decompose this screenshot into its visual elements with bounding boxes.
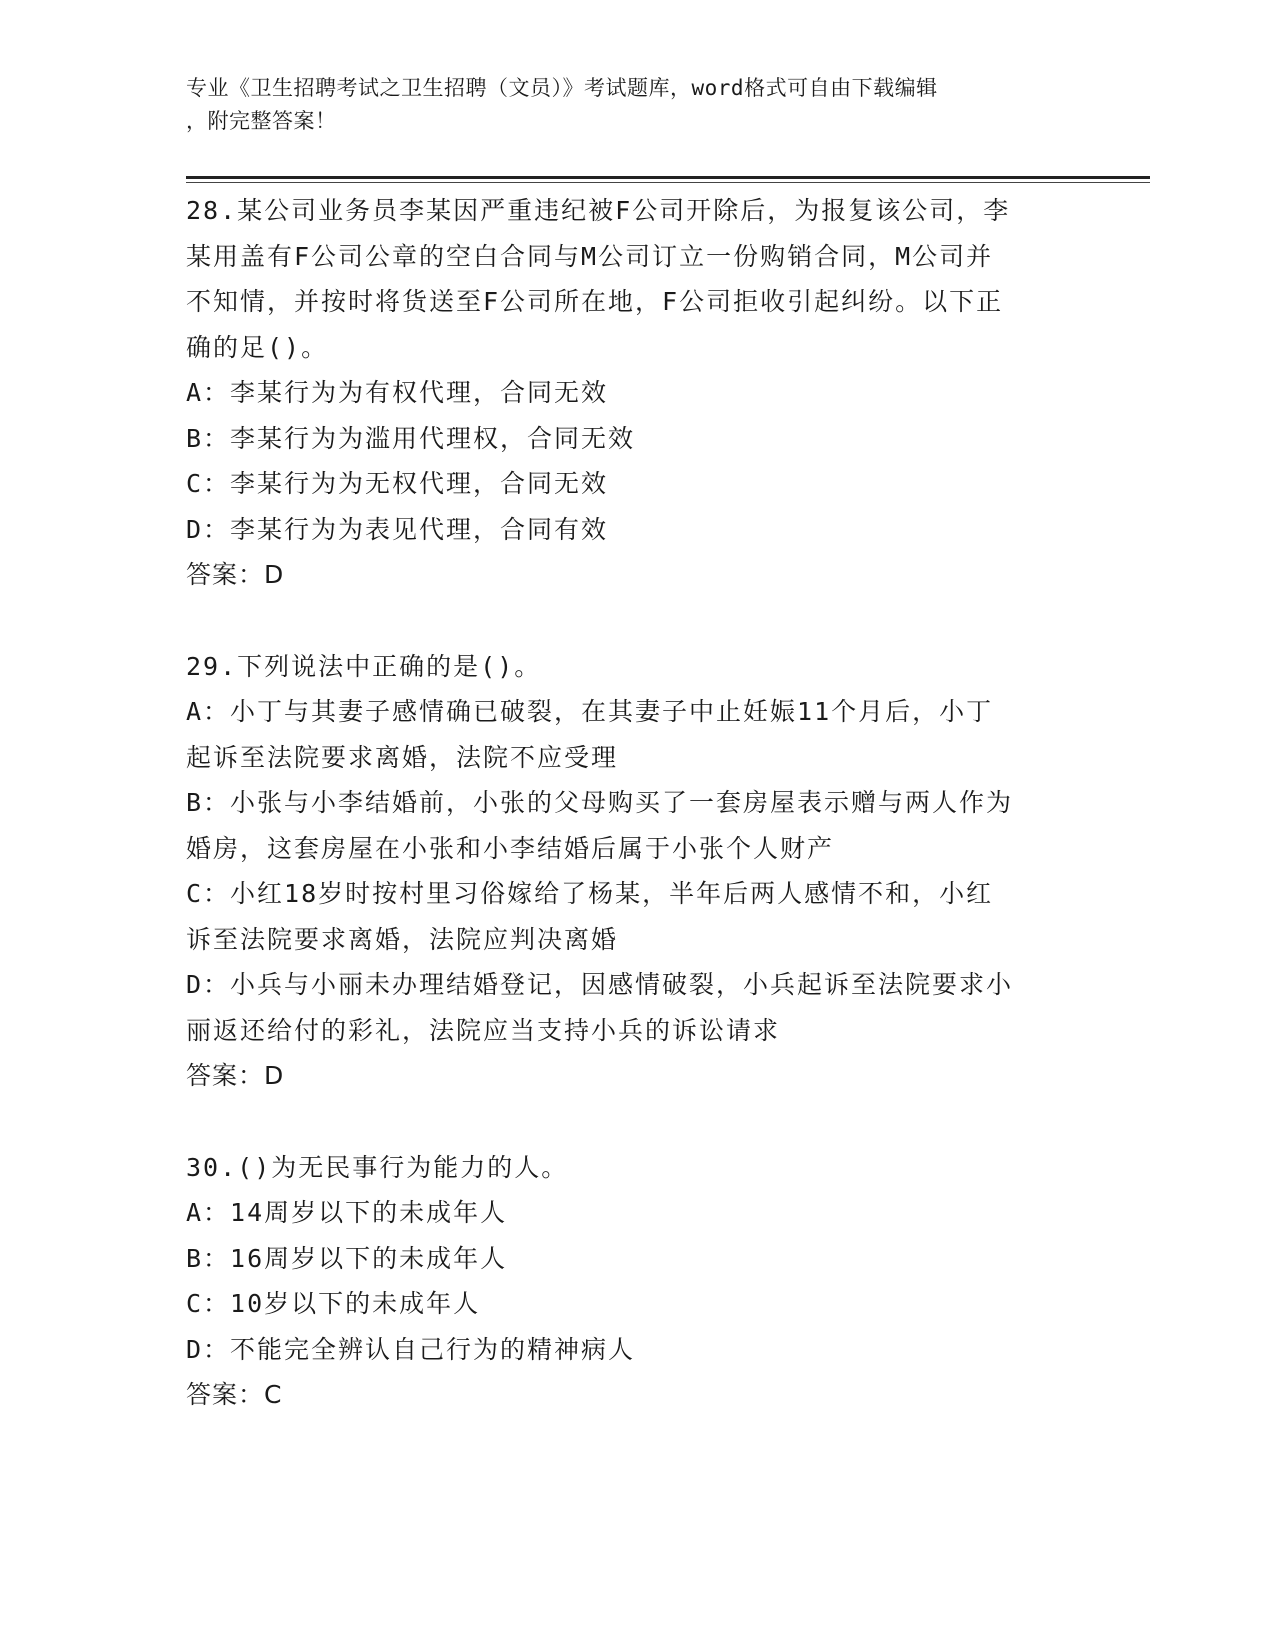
document-header — [186, 72, 1066, 138]
option-c-continued: 诉至法院要求离婚，法院应判决离婚 — [186, 924, 619, 954]
answer-value: D — [264, 1061, 284, 1090]
answer-line — [186, 552, 1086, 598]
option-c: C：10岁以下的未成年人 — [186, 1289, 481, 1318]
question-stem-line: 28.某公司业务员李某因严重违纪被F公司开除后，为报复该公司，李 — [186, 196, 1011, 225]
option-a: A：李某行为为有权代理，合同无效 — [186, 378, 609, 407]
answer-label: 答案： — [186, 560, 265, 589]
option-b: B：16周岁以下的未成年人 — [186, 1243, 508, 1273]
answer-value: D — [264, 560, 284, 589]
option-b: B：李某行为为滥用代理权，合同无效 — [186, 423, 636, 453]
option-c: C：小红18岁时按村里习俗嫁给了杨某，半年后两人感情不和，小红 — [186, 879, 994, 908]
option-a-continued: 起诉至法院要求离婚，法院不应受理 — [186, 742, 619, 772]
option-d: D：小兵与小丽未办理结婚登记，因感情破裂，小兵起诉至法院要求小 — [186, 970, 1014, 999]
question-29 — [186, 644, 1086, 1099]
option-a: A：小丁与其妻子感情确已破裂，在其妻子中止妊娠11个月后，小丁 — [186, 697, 994, 726]
header-line-2: ，附完整答案！ — [186, 109, 337, 133]
question-stem-line: 不知情，并按时将货送至F公司所在地，F公司拒收引起纠纷。以下正 — [186, 287, 1004, 316]
question-stem-line: 30.()为无民事行为能力的人。 — [186, 1152, 569, 1182]
question-stem-line: 确的足()。 — [186, 332, 329, 362]
header-divider-thin — [186, 182, 1150, 183]
option-d: D：不能完全辨认自己行为的精神病人 — [186, 1334, 636, 1364]
question-list — [186, 188, 1086, 1464]
answer-value: C — [264, 1380, 282, 1409]
answer-label: 答案： — [186, 1380, 265, 1409]
option-d-continued: 丽返还给付的彩礼，法院应当支持小兵的诉讼请求 — [186, 1015, 781, 1045]
question-stem-line: 某用盖有F公司公章的空白合同与M公司订立一份购销合同，M公司并 — [186, 241, 994, 271]
option-c: C：李某行为为无权代理，合同无效 — [186, 469, 609, 498]
option-d: D：李某行为为表见代理，合同有效 — [186, 514, 609, 544]
header-divider-thick — [186, 176, 1150, 179]
option-a: A：14周岁以下的未成年人 — [186, 1198, 508, 1227]
question-30 — [186, 1145, 1086, 1418]
question-stem-line: 29.下列说法中正确的是()。 — [186, 651, 542, 681]
answer-line — [186, 1372, 1086, 1418]
question-28 — [186, 188, 1086, 598]
answer-label: 答案： — [186, 1061, 265, 1090]
option-b-continued: 婚房，这套房屋在小张和小李结婚后属于小张个人财产 — [186, 833, 835, 863]
option-b: B：小张与小李结婚前，小张的父母购买了一套房屋表示赠与两人作为 — [186, 788, 1014, 817]
header-line-1: 专业《卫生招聘考试之卫生招聘（文员）》考试题库，word格式可自由下载编辑 — [186, 76, 938, 100]
answer-line — [186, 1053, 1086, 1099]
